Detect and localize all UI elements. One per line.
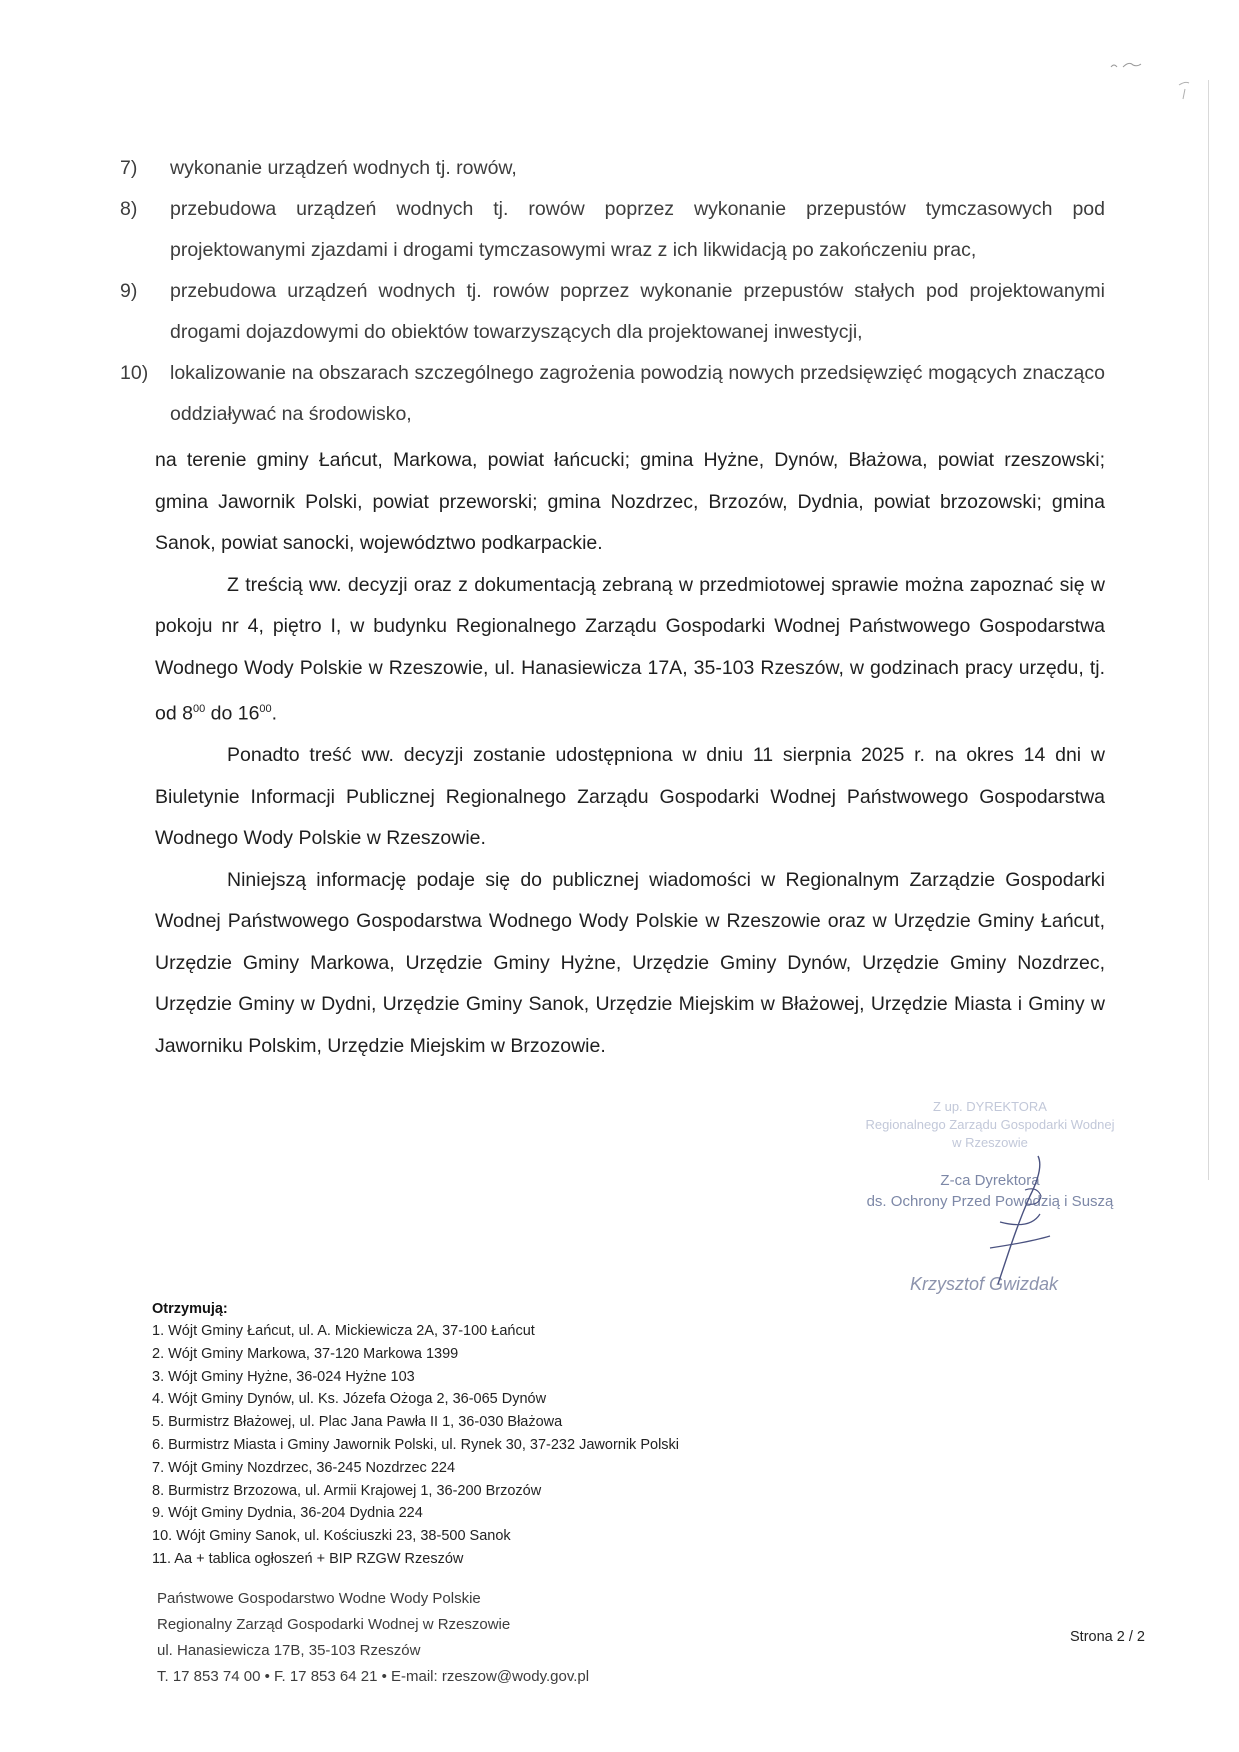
recipient-item: 3. Wójt Gminy Hyżne, 36-024 Hyżne 103 <box>152 1368 415 1385</box>
recipients-section <box>152 1298 852 1571</box>
footer-unit: Regionalny Zarząd Gospodarki Wodnej w Rzeszowie <box>157 1616 511 1633</box>
list-item <box>120 271 1105 353</box>
recipient-item: 11. Aa + tablica ogłoszeń + BIP RZGW Rzeszów <box>152 1550 464 1567</box>
list-item <box>120 189 1105 271</box>
signature-stamp <box>840 1098 1140 1298</box>
list-item-text: lokalizowanie na obszarach szczególnego zagrożenia powodzią nowych przedsięwzięć mogących znacząco oddziaływać na środowisko, <box>170 362 1105 425</box>
recipient-item: 1. Wójt Gminy Łańcut, ul. A. Mickiewicza 2A, 37-100 Łańcut <box>152 1323 535 1339</box>
publication-paragraph: Ponadto treść ww. decyzji zostanie udostępniona w dniu 11 sierpnia 2025 r. na okres 14 dni w Biuletynie Informacji Publicznej Regionalnego Zarządu Gospodarki Wodnej Państwowego Gospodarstwa Wodnego Wody Polskie w Rzeszowie. <box>155 744 1105 849</box>
footer-org: Państwowe Gospodarstwo Wodne Wody Polskie <box>157 1590 481 1607</box>
hour-from-superscript: 00 <box>192 703 206 715</box>
list-item-text: wykonanie urządzeń wodnych tj. rowów, <box>170 157 517 179</box>
handwritten-mark <box>1105 55 1205 115</box>
list-item-number: 9) <box>120 280 138 302</box>
recipients-title: Otrzymują: <box>152 1301 228 1317</box>
list-item-number: 10) <box>120 362 149 384</box>
hour-to-superscript: 00 <box>259 703 272 715</box>
letterhead-footer <box>157 1586 857 1690</box>
list-item <box>120 148 1105 189</box>
recipient-item: 9. Wójt Gminy Dydnia, 36-204 Dydnia 224 <box>152 1505 423 1522</box>
list-item-number: 8) <box>120 198 138 220</box>
footer-contact: T. 17 853 74 00 • F. 17 853 64 21 • E-mail: rzeszow@wody.gov.pl <box>157 1668 590 1685</box>
recipient-item: 2. Wójt Gminy Markowa, 37-120 Markowa 1399 <box>152 1345 459 1362</box>
stamp-role: Z-ca Dyrektora ds. Ochrony Przed Powodzią i Suszą <box>866 1172 1114 1210</box>
recipient-item: 6. Burmistrz Miasta i Gminy Jawornik Polski, ul. Rynek 30, 37-232 Jawornik Polski <box>152 1436 680 1453</box>
recipient-item: 5. Burmistrz Błażowej, ul. Plac Jana Pawła II 1, 36-030 Błażowa <box>152 1414 563 1431</box>
list-item-number: 7) <box>120 157 138 179</box>
recipients-list <box>152 1320 852 1571</box>
works-list <box>120 148 1105 435</box>
footer-address: ul. Hanasiewicza 17B, 35-103 Rzeszów <box>157 1642 421 1659</box>
recipient-item: 7. Wójt Gminy Nozdrzec, 36-245 Nozdrzec 224 <box>152 1459 456 1476</box>
body-text <box>155 440 1105 1067</box>
page-number: Strona 2 / 2 <box>1070 1629 1145 1645</box>
stamp-header: Z up. DYREKTORA Regionalnego Zarządu Gospodarki Wodnej w Rzeszowie <box>865 1099 1115 1150</box>
recipient-item: 4. Wójt Gminy Dynów, ul. Ks. Józefa Ożoga 2, 36-065 Dynów <box>152 1391 547 1408</box>
notice-paragraph: Niniejszą informację podaje się do publicznej wiadomości w Regionalnym Zarządzie Gospodarki Wodnej Państwowego Gospodarstwa Wodnego Wody Polskie w Rzeszowie oraz w Urzędzie Gminy Łańcut, Urzędzie Gminy Markowa, Urzędzie Gminy Hyżne, Urzędzie Gminy Dynów, Urzędzie Gminy Nozdrzec, Urzędzie Gminy w Dydni, Urzędzie Gminy Sanok, Urzędzie Miejskim w Błażowej, Urzędzie Miasta i Gminy w Jaworniku Polskim, Urzędzie Miejskim w Brzozowie. <box>155 868 1105 1057</box>
handwritten-signature <box>840 1098 1140 1328</box>
signer-name: Krzysztof Gwizdak <box>910 1274 1059 1294</box>
recipient-item: 10. Wójt Gminy Sanok, ul. Kościuszki 23, 38-500 Sanok <box>152 1528 511 1545</box>
list-item-text: przebudowa urządzeń wodnych tj. rowów poprzez wykonanie przepustów stałych pod projektowanymi drogami dojazdowymi do obiektów towarzyszących dla projektowanej inwestycji, <box>170 280 1105 343</box>
access-paragraph: Z treścią ww. decyzji oraz z dokumentacją zebraną w przedmiotowej sprawie można zapoznać się w pokoju nr 4, piętro I, w budynku Regionalnego Zarządu Gospodarki Wodnej Państwowego Gospodarstwa Wodnego Wody Polskie w Rzeszowie, ul. Hanasiewicza 17A, 35-103 Rzeszów, w godzinach pracy urzędu, tj. od $8^{00}$ do $16^{00}$. <box>155 573 1105 725</box>
list-item <box>120 353 1105 435</box>
location-paragraph: na terenie gminy Łańcut, Markowa, powiat łańcucki; gmina Hyżne, Dynów, Błażowa, powiat rzeszowski; gmina Jawornik Polski, powiat przeworski; gmina Nozdrzec, Brzozów, Dydnia, powiat brzozowski; gmina Sanok, powiat sanocki, województwo podkarpackie. <box>155 449 1105 554</box>
recipient-item: 8. Burmistrz Brzozowa, ul. Armii Krajowej 1, 36-200 Brzozów <box>152 1482 542 1499</box>
list-item-text: przebudowa urządzeń wodnych tj. rowów poprzez wykonanie przepustów tymczasowych pod projektowanymi zjazdami i drogami tymczasowymi wraz z ich likwidacją po zakończeniu prac, <box>170 198 1105 261</box>
scan-edge-line <box>1208 80 1209 1180</box>
